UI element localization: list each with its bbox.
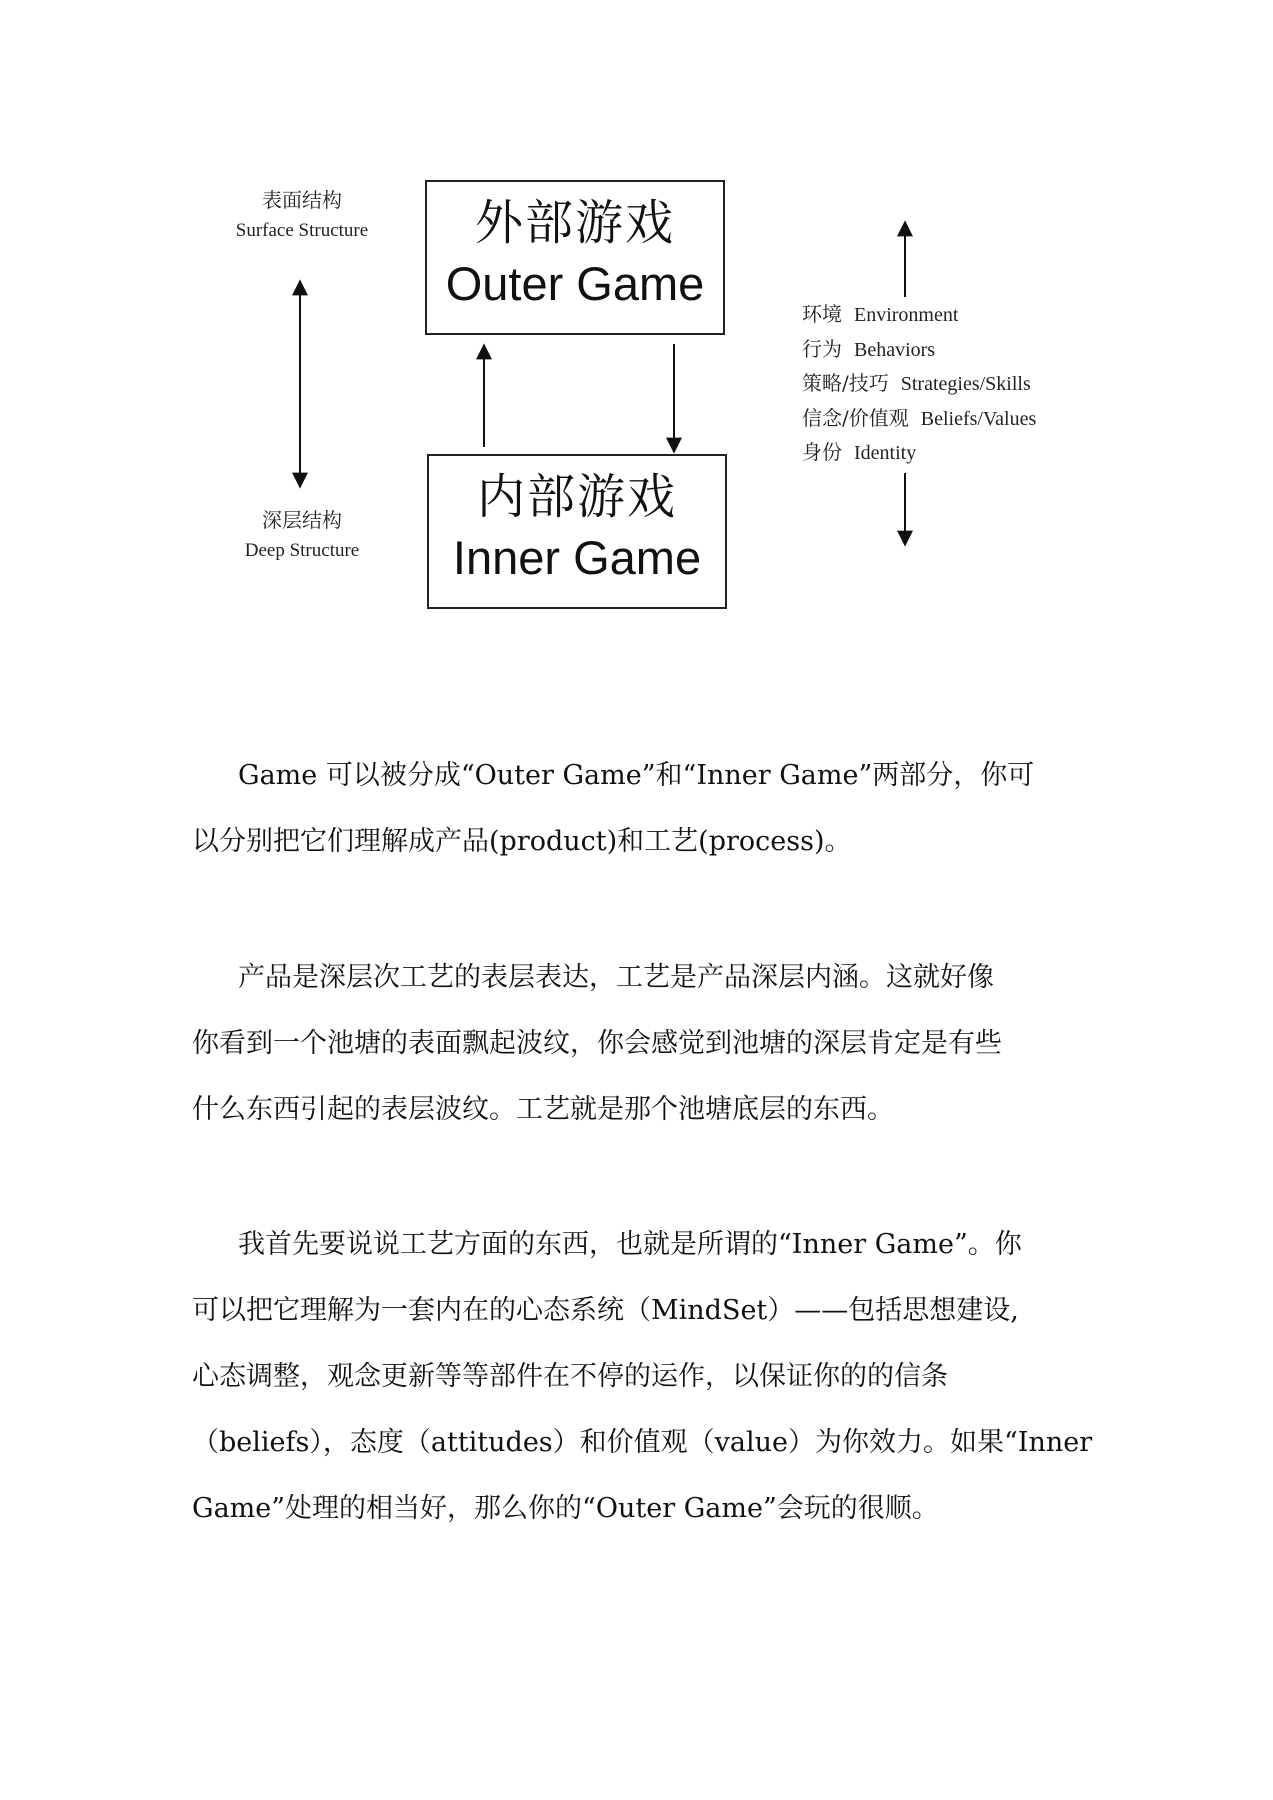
paragraph-line: Game”处理的相当好，那么你的“Outer Game”会玩的很顺。 [192,1493,939,1524]
paragraph-line: （beliefs），态度（attitudes）和价值观（value）为你效力。如果“Inner [192,1427,1093,1458]
surface-structure-en: Surface Structure [235,220,369,241]
paragraph-line: 可以把它理解为一套内在的心态系统（MindSet）——包括思想建设, [192,1295,1019,1326]
level-behaviors [802,333,1102,368]
level-en: Behaviors [854,338,936,361]
outer-game-en: Outer Game [445,257,705,310]
paragraph-line: 以分别把它们理解成产品(product)和工艺(process)。 [192,826,852,857]
paragraph-line: Game 可以被分成“Outer Game”和“Inner Game”两部分，你可 [238,760,1035,791]
level-beliefs [802,402,1102,437]
inner-game-zh: 内部游戏 [476,469,677,525]
level-zh: 环境 [802,302,842,326]
level-zh: 信念/价值观 [802,405,909,430]
inner-game-box [427,454,727,609]
inner-game-en: Inner Game [452,531,702,584]
level-environment [802,298,1102,333]
paragraph-line: 我首先要说说工艺方面的东西，也就是所谓的“Inner Game”。你 [238,1229,1022,1260]
level-en: Identity [854,442,917,464]
paragraph-line: 产品是深层次工艺的表层表达，工艺是产品深层内涵。这就好像 [238,962,994,993]
level-zh: 行为 [802,336,842,361]
surface-structure-zh: 表面结构 [262,188,342,212]
paragraph-3 [192,1212,1093,1542]
outer-game-box [425,180,725,335]
level-en: Strategies/Skills [900,373,1031,395]
outer-game-zh: 外部游戏 [474,195,675,251]
level-zh: 身份 [802,440,842,464]
logical-levels-list [802,298,1102,471]
deep-structure-zh: 深层结构 [262,508,342,532]
level-en: Beliefs/Values [920,407,1037,430]
paragraph-line: 心态调整，观念更新等等部件在不停的运作，以保证你的的信条 [192,1361,948,1392]
level-strategies [802,367,1102,402]
deep-structure-label [212,505,392,565]
level-identity [802,436,1102,471]
paragraph-1 [192,743,1082,875]
deep-structure-en: Deep Structure [244,540,360,561]
surface-structure-label [212,185,392,245]
level-zh: 策略/技巧 [802,371,889,395]
level-en: Environment [854,304,959,326]
paragraph-line: 你看到一个池塘的表面飘起波纹，你会感觉到池塘的深层肯定是有些 [192,1028,1002,1059]
paragraph-2 [192,945,1082,1143]
paragraph-line: 什么东西引起的表层波纹。工艺就是那个池塘底层的东西。 [192,1094,894,1125]
